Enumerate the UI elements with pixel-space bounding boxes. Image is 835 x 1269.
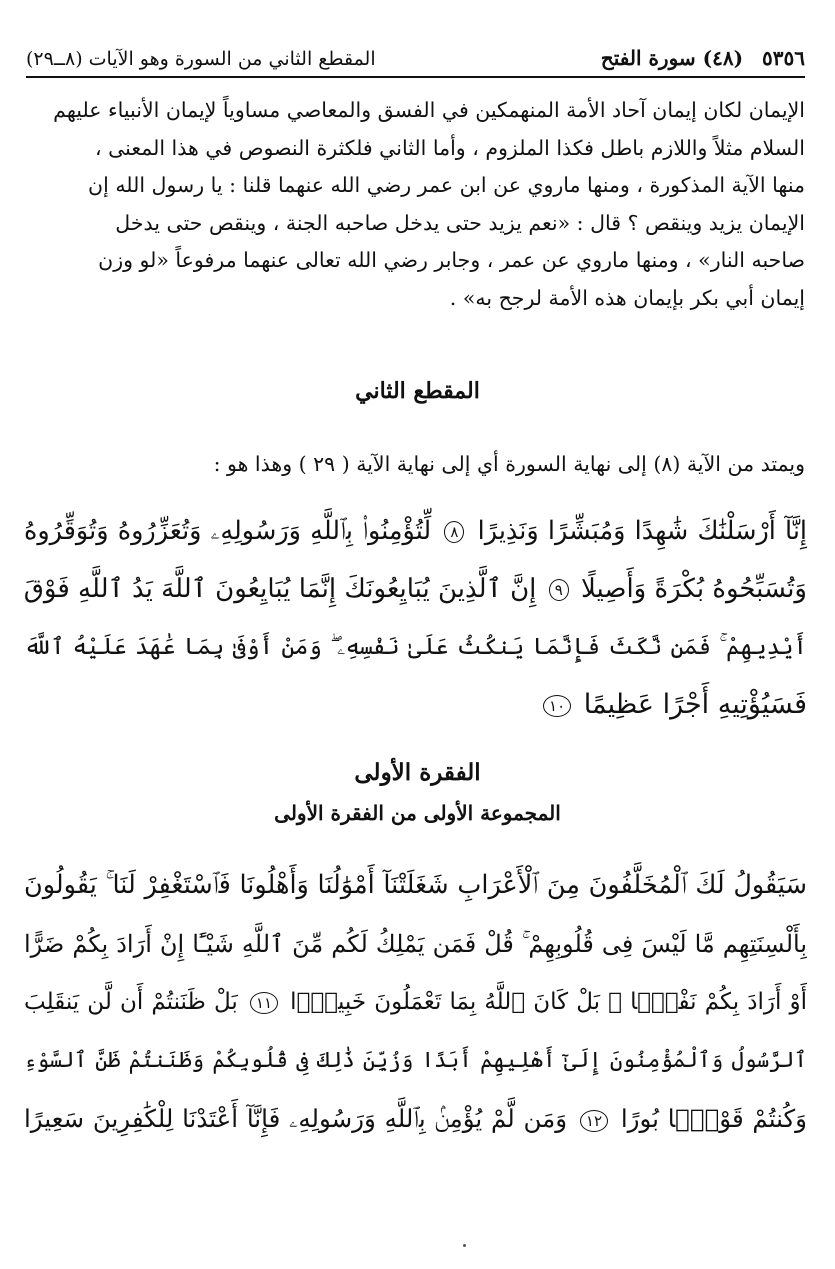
verse-number-marker: ٩ <box>549 579 569 601</box>
quran-line <box>24 1090 807 1149</box>
quran-line <box>24 560 807 618</box>
verse-text: أَوْ أَرَادَ بِكُمْ نَفْعًۢا ۚ بَلْ كَانَ ٱللَّهُ بِمَا تَعْمَلُونَ خَبِيرًۢا <box>290 989 807 1015</box>
quran-block-2 <box>24 856 807 1149</box>
surah-name: (٤٨) سورة الفتح <box>600 46 744 70</box>
verse-text: إِنَّآ أَرْسَلْنَٰكَ شَٰهِدًا وَمُبَشِّرًا وَنَذِيرًا <box>477 516 807 546</box>
verse-text: إِنَّ ٱلَّذِينَ يُبَايِعُونَكَ إِنَّمَا يُبَايِعُونَ ٱللَّهَ يَدُ ٱللَّهِ فَوْقَ <box>24 574 537 604</box>
verse-text: أَيْدِيهِمْ ۚ فَمَن نَّكَثَ فَإِنَّمَا يَنكُثُ عَلَىٰ نَفْسِهِۦ ۖ وَمَنْ أَوْفَىٰ بِمَا عَٰهَدَ عَلَيْهُ ٱللَّهَ <box>24 634 807 660</box>
paragraph-line: السلام مثلاً واللازم باطل فكذا الملزوم ، وأما الثاني فلكثرة النصوص في هذا المعنى ، <box>94 135 805 160</box>
verse-number-marker: ١١ <box>250 992 278 1014</box>
verse-text: وَتُسَبِّحُوهُ بُكْرَةً وَأَصِيلًا <box>581 574 807 604</box>
footer-dot <box>463 1244 466 1247</box>
header-right <box>601 46 805 70</box>
quran-line <box>24 618 807 676</box>
section-title: المقطع الثاني من السورة وهو الآيات (٨ــ٢٩) <box>26 48 376 70</box>
verse-text: فَسَيُؤْتِيهِ أَجْرًا عَظِيمًا <box>583 689 807 720</box>
paragraph-line: الإيمان يزيد وينقص ؟ قال : «نعم يزيد حتى يدخل صاحبه الجنة ، وينقص حتى يدخل <box>115 210 805 235</box>
paragraph-heading: الفقرة الأولى <box>354 759 481 786</box>
group-heading: المجموعة الأولى من الفقرة الأولى <box>274 801 561 825</box>
paragraph-line: منها الآية المذكورة ، ومنها ماروي عن ابن عمر رضي الله عنهما قلنا : يا رسول الله إن <box>88 173 805 197</box>
verse-number-marker: ١٢ <box>580 1110 608 1132</box>
segment-heading: المقطع الثاني <box>355 378 480 404</box>
paragraph-line: ويمتد من الآية (٨) إلى نهاية السورة أي إلى نهاية الآية ( ٢٩ ) وهذا هو : <box>213 452 805 476</box>
page-header <box>26 36 805 78</box>
quran-line <box>24 856 807 915</box>
paragraph-line: صاحبه النار» ، ومنها ماروي عن عمر ، وجابر رضي الله تعالى عنهما مرفوعاً «لو وزن <box>98 248 805 272</box>
quran-block-1 <box>24 502 807 734</box>
quran-line <box>24 676 807 734</box>
verse-text: بَلْ ظَنَنتُمْ أَن لَّن يَنقَلِبَ <box>24 989 238 1015</box>
verse-text: وَمَن لَّمْ يُؤْمِنۢ بِٱللَّهِ وَرَسُولِهِۦ فَإِنَّآ أَعْتَدْنَا لِلْكَٰفِرِينَ سَعِيرًا <box>24 1104 568 1133</box>
quran-line <box>24 502 807 560</box>
paragraph-1 <box>28 92 805 317</box>
paragraph-line: الإيمان لكان إيمان آحاد الأمة المنهمكين في الفسق والمعاصي مساوياً لإيمان الأنبياء عليهم <box>53 98 805 122</box>
page-number: ٥٣٥٦ <box>762 46 805 70</box>
quran-line <box>24 1032 807 1091</box>
verse-text: ٱلرَّسُولُ وَٱلْمُؤْمِنُونَ إِلَىٰٓ أَهْلِيهِمْ أَبَدًا وَزُيِّنَ ذَٰلِكَ فِى قُلُوبِكُمْ وَظَنَنتُمْ ظَنَّ ٱلسَّوْءِ <box>24 1047 807 1073</box>
verse-number-marker: ٨ <box>444 521 464 543</box>
paragraph-line: إيمان أبي بكر بإيمان هذه الأمة لرجح به» . <box>449 285 805 310</box>
verse-text: بِأَلْسِنَتِهِم مَّا لَيْسَ فِى قُلُوبِهِمْ ۚ قُلْ فَمَن يَمْلِكُ لَكُم مِّنَ ٱللَّهِ شَيْـًٔا إِنْ أَرَادَ بِكُمْ ضَرًّا <box>24 929 807 958</box>
verse-text: لِّتُؤْمِنُوا۟ بِٱللَّهِ وَرَسُولِهِۦ وَتُعَزِّرُوهُ وَتُوَقِّرُوهُ <box>24 516 432 546</box>
verse-text: سَيَقُولُ لَكَ ٱلْمُخَلَّفُونَ مِنَ ٱلْأَعْرَابِ شَغَلَتْنَآ أَمْوَٰلُنَا وَأَهْلُونَا فَٱسْتَغْفِرْ لَنَا ۚ يَقُولُونَ <box>24 870 807 900</box>
verse-text: وَكُنتُمْ قَوْمًۢا بُورًا <box>620 1104 807 1133</box>
quran-line <box>24 973 807 1032</box>
quran-line <box>24 915 807 974</box>
paragraph-2 <box>28 446 805 484</box>
verse-number-marker: ١٠ <box>543 695 571 717</box>
